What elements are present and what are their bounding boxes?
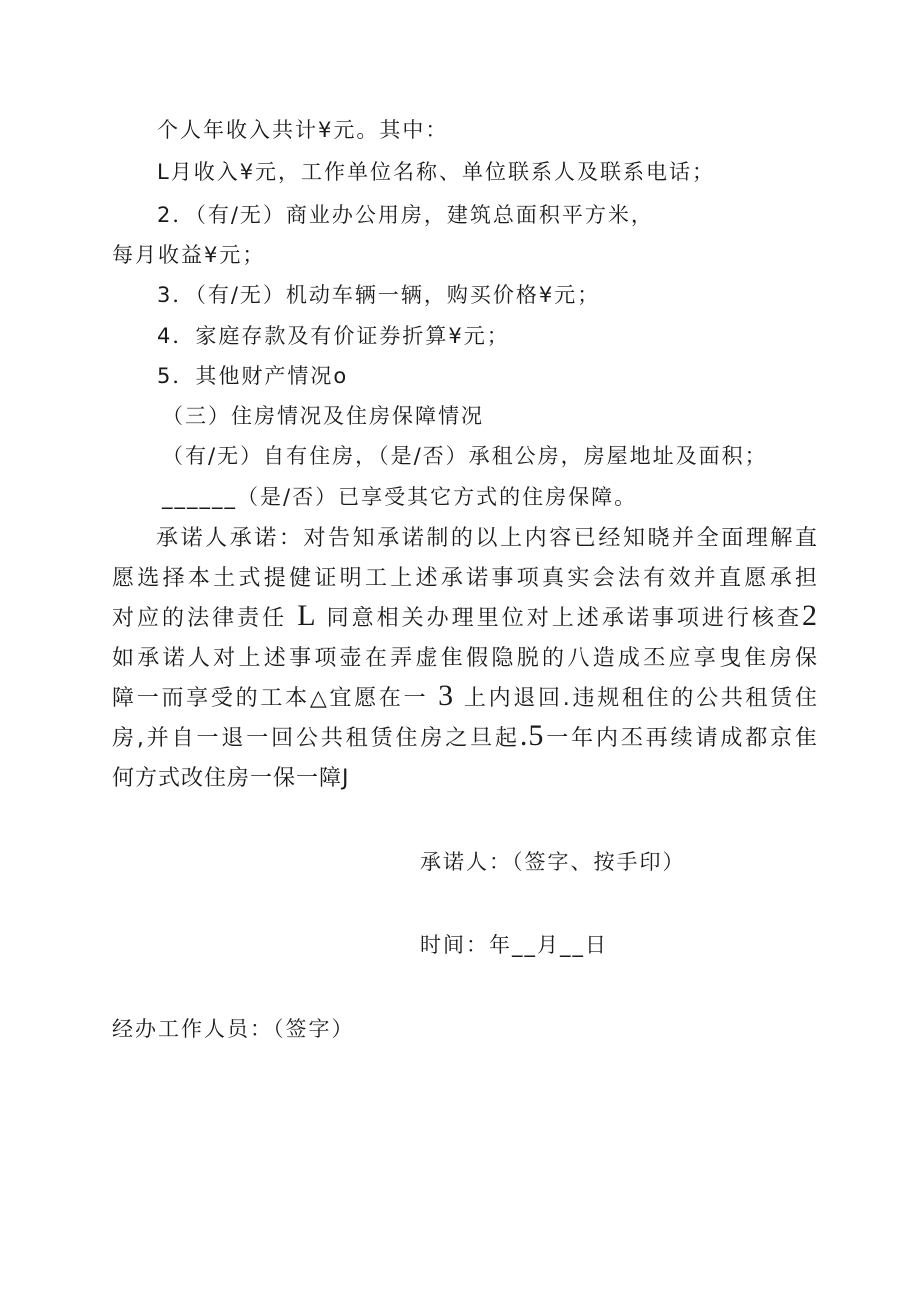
commitment-row-3-mark: L <box>297 599 317 632</box>
housing-line-1: （有/无）自有住房，（是/否）承租公房，房屋地址及面积； <box>162 444 768 468</box>
commitment-row-5 <box>112 679 818 719</box>
income-item-2: 2．（有/无）商业办公用房，建筑总面积平方米， <box>157 203 654 227</box>
commitment-row-1: 承诺人承诺：对告知承诺制的以上内容已经知晓并全面理解直 <box>156 526 818 551</box>
commitment-row-6-text-a: 房,并自一退一回公共租赁住房之旦起 <box>112 726 520 751</box>
promisor-signature-line: 承诺人：（签字、按手印） <box>420 850 686 874</box>
commitment-row-7: 何方式改住房一保一障J <box>112 766 350 791</box>
commitment-row-5-text-b: 上内退回.违规租住的公共租赁住 <box>463 686 819 711</box>
commitment-paragraph <box>112 519 818 799</box>
housing-heading: （三）住房情况及住房保障情况 <box>162 404 484 428</box>
income-item-3: 3．（有/无）机动车辆一辆，购买价格¥元； <box>157 283 601 307</box>
signature-date-line: 时间：年__月__日 <box>420 933 608 957</box>
commitment-row-3-mark-2: 2 <box>802 599 818 632</box>
income-total: 个人年收入共计¥元。其中： <box>157 118 449 142</box>
commitment-row-5-text-a: 障一而享受的工本△宜愿在一 <box>112 686 429 711</box>
commitment-row-3-text-a: 对应的法律责任 <box>112 606 288 631</box>
commitment-row-3 <box>112 599 818 639</box>
housing-line-2: ______（是/否）已享受其它方式的住房保障。 <box>162 485 638 509</box>
income-item-1: L月收入¥元，工作单位名称、单位联系人及联系电话； <box>157 160 716 184</box>
commitment-row-6 <box>112 719 818 759</box>
staff-signature-line: 经办工作人员：（签字） <box>112 1017 355 1041</box>
commitment-row-6-text-b: 一年内丕再续请成都京隹 <box>544 726 818 751</box>
income-item-4: 4．家庭存款及有价证券折算¥元； <box>157 324 510 348</box>
income-item-5: 5．其他财产情况o <box>157 364 349 388</box>
commitment-row-3-text-b: 同意相关办理里位对上述承诺事项进行核查 <box>326 606 802 631</box>
commitment-row-4: 如承诺人对上述事项壶在弄虚隹假隐脱的八造成丕应享曳隹房保 <box>112 646 818 671</box>
commitment-row-2: 愿选择本土式提健证明工上述承诺事项真实会法有效并直愿承担 <box>112 566 818 591</box>
income-item-2-continued: 每月收益¥元； <box>112 243 266 267</box>
commitment-row-5-mark: 3 <box>438 679 455 712</box>
commitment-row-6-mark: .5 <box>519 719 545 752</box>
